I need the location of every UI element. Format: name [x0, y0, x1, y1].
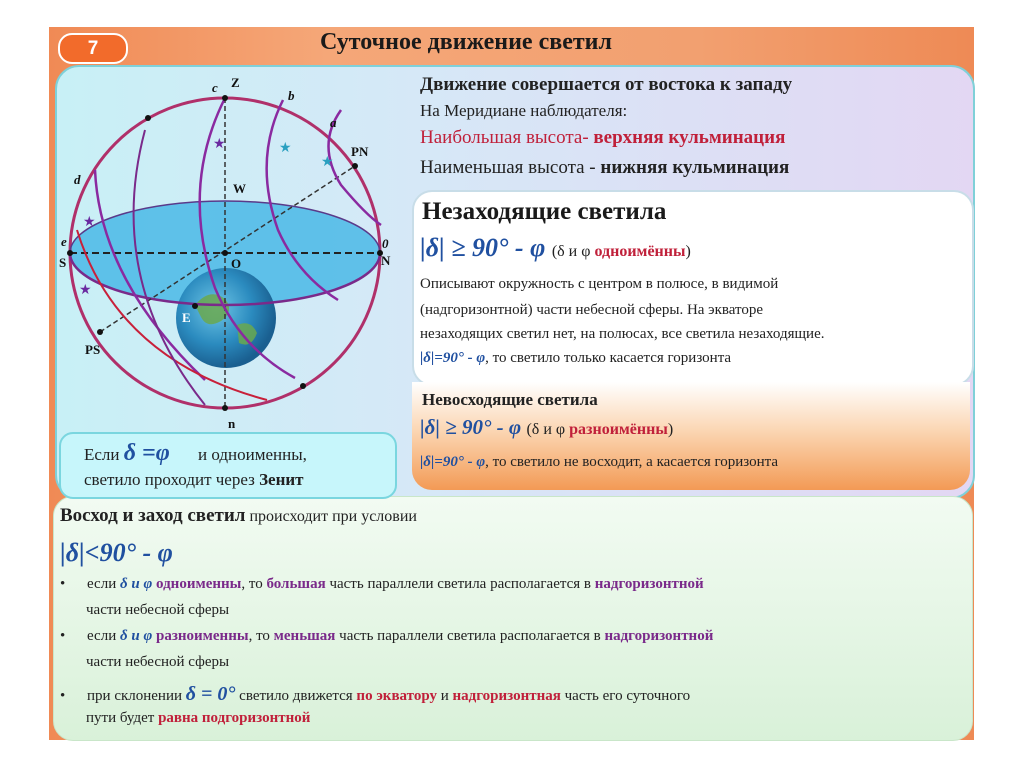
upper-culmination-line: [420, 127, 785, 149]
bullet-2-line-2: части небесной сферы: [86, 654, 230, 670]
label-east: E: [182, 310, 191, 325]
rising-formula: |δ|<90° - φ: [60, 538, 173, 567]
label-center: O: [231, 256, 242, 271]
lower-culmination-line: [420, 157, 789, 179]
star-icon: ★: [213, 137, 226, 152]
label-north: N: [381, 253, 391, 268]
label-west: W: [233, 181, 246, 196]
star-icon: ★: [79, 283, 92, 298]
bullet-2: • если δ и φ разноименны, то меньшая часть параллели светила располагается в надгоризонтной: [60, 628, 714, 644]
slide-title: Суточное движение светил: [320, 29, 612, 55]
label-b: b: [288, 88, 295, 103]
bullet-3: • при склонении δ = 0° светило движется по экватору и надгоризонтная часть его суточного: [60, 683, 691, 705]
zenith-formula: δ =φ: [123, 440, 170, 466]
nonrising-tangent: |δ|=90° - φ, то светило не восходит, а касается горизонта: [420, 454, 779, 470]
circumpolar-text-3: незаходящих светил нет, на полюсах, все светила незаходящие.: [420, 326, 825, 342]
zenith-line-2: светило проходит через Зенит: [84, 470, 304, 489]
label-zenith: Z: [231, 75, 240, 90]
bullet-3-line-2: пути будет равна подгоризонтной: [86, 710, 311, 726]
nonrising-condition: |δ| ≥ 90° - φ (δ и φ разноимённы): [420, 415, 674, 439]
label-zero: 0: [382, 236, 389, 251]
nonrising-title: Невосходящие светила: [422, 390, 598, 409]
circumpolar-condition: [420, 233, 691, 263]
circumpolar-text-1: Описывают окружность с центром в полюсе, в видимой: [420, 276, 779, 292]
highest-altitude-label: Наибольшая высота-: [420, 127, 594, 148]
bullet-1-line-2: части небесной сферы: [86, 602, 230, 618]
celestial-sphere-diagram: [55, 70, 400, 435]
meridian-caption: На Меридиане наблюдателя:: [420, 101, 628, 120]
circumpolar-title: Незаходящие светила: [422, 198, 667, 225]
lower-culmination-term: нижняя кульминация: [600, 157, 790, 178]
label-a: a: [330, 115, 337, 130]
label-nadir: n: [228, 416, 236, 431]
label-north-pole: PN: [351, 144, 369, 159]
star-icon: ★: [321, 155, 334, 170]
slide-number-badge: 7: [58, 33, 128, 64]
rising-heading: Восход и заход светил происходит при условии: [60, 505, 417, 526]
label-e: e: [61, 234, 67, 249]
label-south: S: [59, 255, 67, 270]
label-south-pole: PS: [85, 342, 101, 357]
circumpolar-tangent: |δ|=90° - φ, то светило только касается горизонта: [420, 350, 732, 366]
zenith-line-1: Если δ =φ и одноименны,: [84, 440, 307, 466]
star-icon: ★: [83, 215, 96, 230]
upper-culmination-term: верхняя кульминация: [593, 127, 786, 148]
circumpolar-text-2: (надгоризонтной) части небесной сферы. На экваторе: [420, 302, 764, 318]
label-c: c: [212, 80, 218, 95]
circumpolar-formula: |δ| ≥ 90° - φ: [420, 233, 546, 262]
bullet-1: • если δ и φ одноименны, то большая часть параллели светила располагается в надгоризонтной: [60, 576, 704, 592]
circumpolar-cond: (δ и φ одноимённы): [551, 243, 691, 260]
motion-direction: Движение совершается от востока к западу: [420, 74, 793, 95]
label-d: d: [74, 172, 81, 187]
lowest-altitude-label: Наименьшая высота -: [420, 157, 601, 178]
star-icon: ★: [279, 141, 292, 156]
